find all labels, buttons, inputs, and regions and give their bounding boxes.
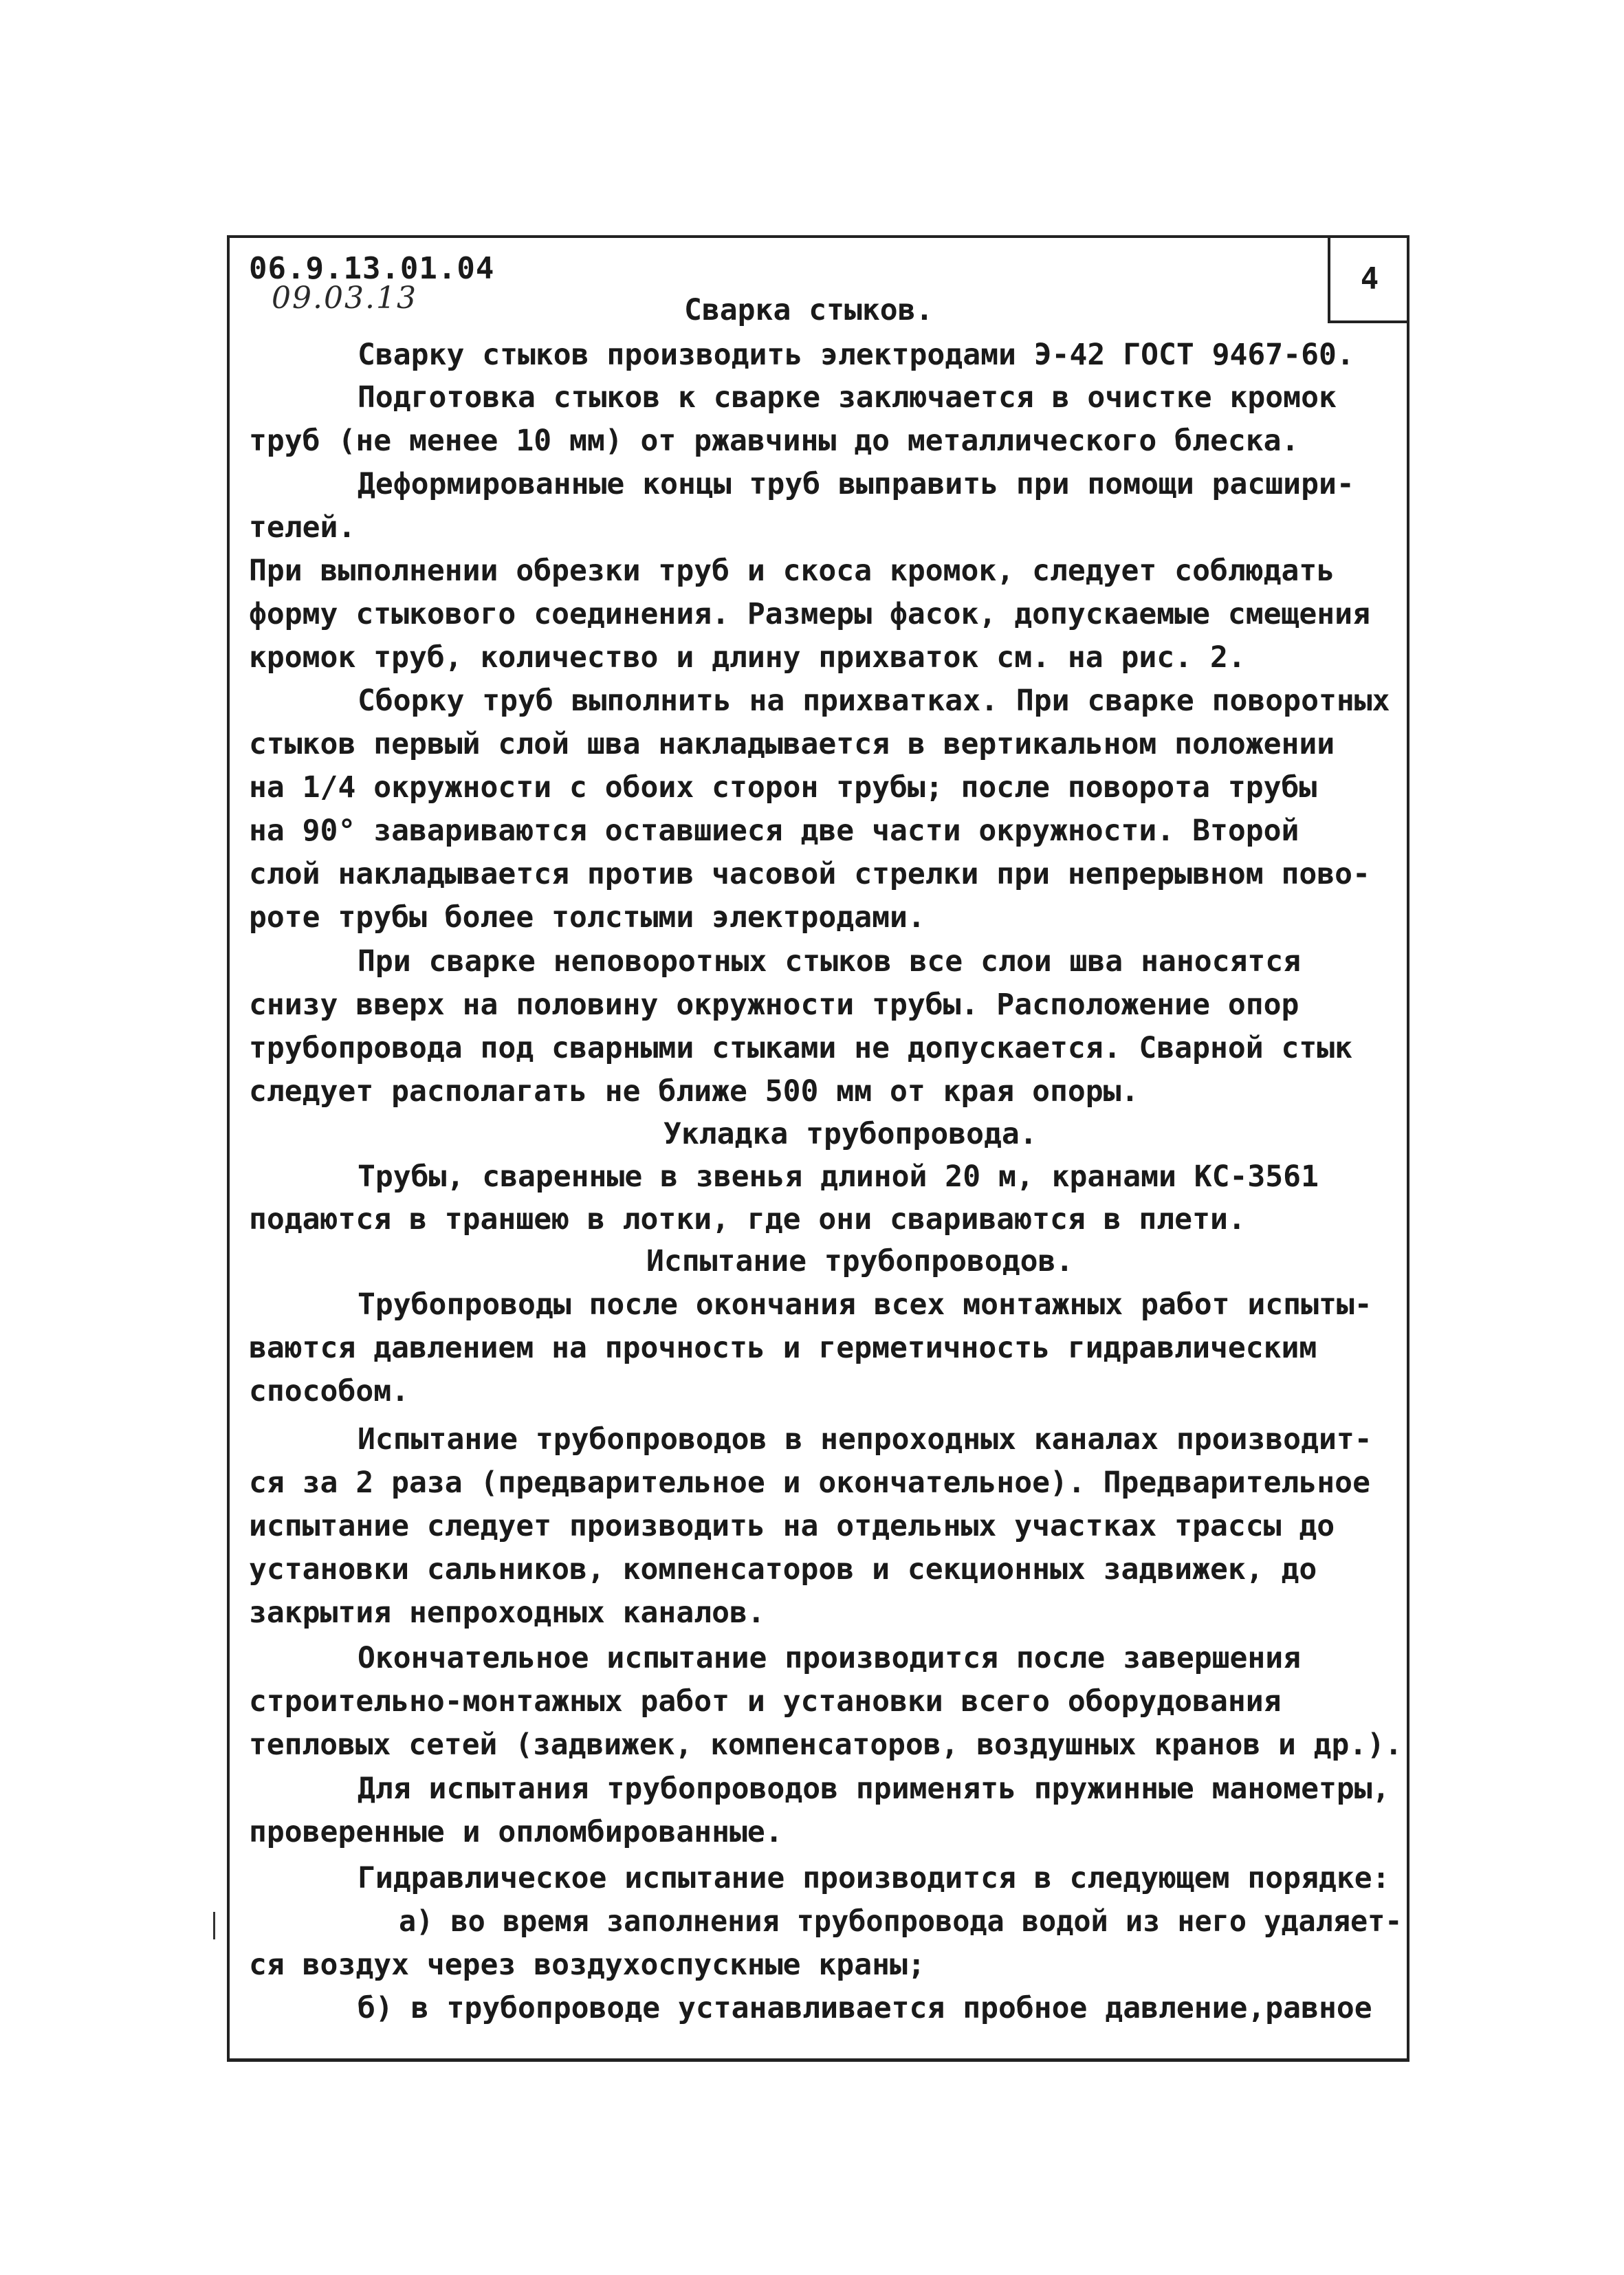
text-line: форму стыкового соединения. Размеры фасок, допускаемые смещения [249,597,1370,631]
text-line: следует располагать не ближе 500 мм от края опоры. [249,1074,1139,1109]
document-code: 06.9.13.01.04 [249,251,495,286]
text-line: закрытия непроходных каналов. [249,1596,765,1630]
text-line: Деформированные концы труб выправить при помощи расшири- [358,467,1354,501]
text-line: ваются давлением на прочность и герметичность гидравлическим [249,1331,1317,1365]
text-line: Сборку труб выполнить на прихватках. При сварке поворотных [358,684,1390,718]
text-line: снизу вверх на половину окружности трубы. Расположение опор [249,988,1299,1022]
text-line: слой накладывается против часовой стрелки при непрерывном пово- [249,857,1370,891]
text-line: Трубопроводы после окончания всех монтажных работ испыты- [358,1287,1372,1322]
text-line: установки сальников, компенсаторов и секционных задвижек, до [249,1552,1317,1587]
heading-laying: Укладка трубопровода. [663,1117,1038,1151]
handwritten-date: 09.03.13 [272,281,417,316]
text-line: Гидравлическое испытание производится в следующем порядке: [358,1861,1390,1895]
text-line: труб (не менее 10 мм) от ржавчины до металлического блеска. [249,424,1299,458]
text-line: Испытание трубопроводов в непроходных каналах производит- [358,1422,1372,1457]
text-line: ся за 2 раза (предварительное и окончательное). Предварительное [249,1466,1370,1500]
text-line: Для испытания трубопроводов применять пружинные манометры, [358,1772,1390,1806]
text-line: кромок труб, количество и длину прихваток см. на рис. 2. [249,640,1246,675]
text-line: способом. [249,1374,409,1408]
text-line: на 1/4 окружности с обоих сторон трубы; после поворота трубы [249,770,1317,805]
heading-testing: Испытание трубопроводов. [646,1244,1074,1278]
text-line: телей. [249,510,356,545]
text-line: ся воздух через воздухоспускные краны; [249,1948,925,1982]
text-line: строительно-монтажных работ и установки всего оборудования [249,1684,1282,1719]
text-line: стыков первый слой шва накладывается в вертикальном положении [249,727,1335,761]
text-line: тепловых сетей (задвижек, компенсаторов, воздушных кранов и др.). [249,1728,1403,1762]
heading-welding: Сварка стыков. [684,293,934,327]
text-line: роте трубы более толстыми электродами. [249,900,925,935]
text-line: Сварку стыков производить электродами Э-42 ГОСТ 9467-60. [358,338,1354,372]
text-line: При выполнении обрезки труб и скоса кромок, следует соблюдать [249,554,1335,588]
text-line: на 90° завариваются оставшиеся две части окружности. Второй [249,814,1299,848]
text-line: проверенные и опломбированные. [249,1815,783,1849]
margin-mark [213,1912,215,1939]
text-line: При сварке неповоротных стыков все слои шва наносятся [358,944,1302,979]
text-line: трубопровода под сварными стыками не допускается. Сварной стык [249,1031,1353,1065]
text-line: Окончательное испытание производится после завершения [358,1641,1302,1675]
text-line: б) в трубопроводе устанавливается пробное давление,равное [358,1991,1372,2025]
text-line: а) во время заполнения трубопровода водой из него удаляет- [399,1904,1403,1939]
page-number: 4 [1328,237,1409,323]
text-line: испытание следует производить на отдельных участках трассы до [249,1509,1335,1543]
text-line: Подготовка стыков к сварке заключается в очистке кромок [358,380,1337,415]
text-line: Трубы, сваренные в звенья длиной 20 м, кранами КС-3561 [358,1160,1319,1194]
text-line: подаются в траншею в лотки, где они свариваются в плети. [249,1202,1246,1237]
